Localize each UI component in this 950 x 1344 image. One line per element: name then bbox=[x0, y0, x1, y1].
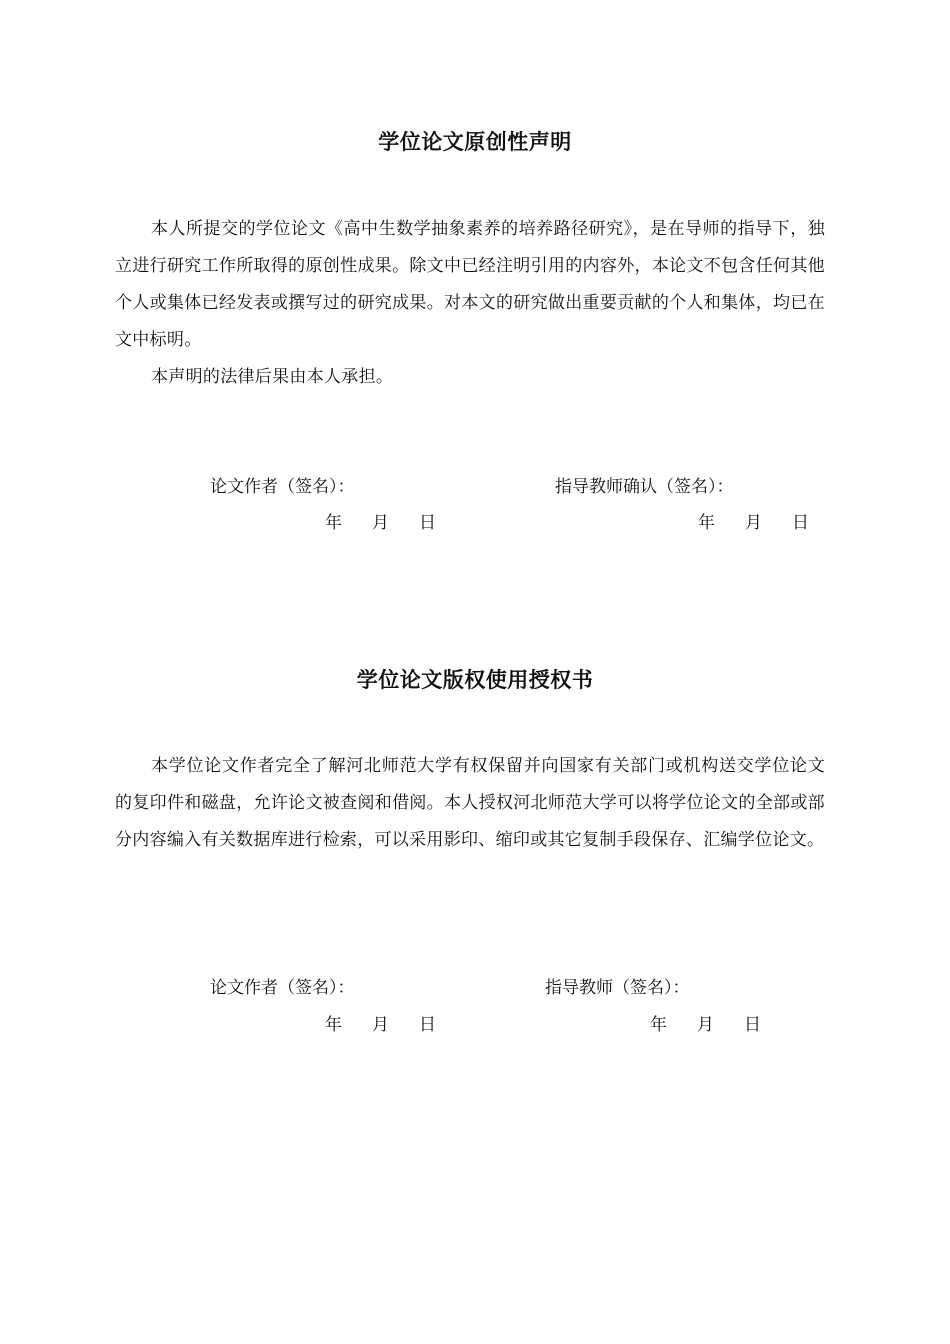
date-year: 年 bbox=[325, 1015, 342, 1035]
authorization-body bbox=[115, 748, 825, 859]
declaration-author-signature-label: 论文作者（签名）： bbox=[210, 477, 355, 497]
date-month: 月 bbox=[372, 1015, 389, 1035]
authorization-author-signature-label: 论文作者（签名）： bbox=[210, 978, 355, 998]
date-year: 年 bbox=[650, 1015, 667, 1035]
declaration-author-date bbox=[325, 508, 436, 533]
date-month: 月 bbox=[372, 513, 389, 533]
declaration-advisor-signature-label: 指导教师确认（签名）： bbox=[555, 477, 734, 497]
date-day: 日 bbox=[419, 1015, 436, 1035]
authorization-paragraph-1: 本学位论文作者完全了解河北师范大学有权保留并向国家有关部门或机构送交学位论文的复印件和磁盘，允许论文被查阅和借阅。本人授权河北师范大学可以将学位论文的全部或部分内容编入有关数据库进行检索，可以采用影印、缩印或其它复制手段保存、汇编学位论文。 bbox=[115, 756, 825, 850]
declaration-advisor-date bbox=[698, 508, 809, 533]
date-year: 年 bbox=[325, 513, 342, 533]
declaration-paragraph-2: 本声明的法律后果由本人承担。 bbox=[151, 367, 394, 387]
authorization-author-date bbox=[325, 1010, 436, 1035]
declaration-paragraph-1: 本人所提交的学位论文《高中生数学抽象素养的培养路径研究》，是在导师的指导下，独立进行研究工作所取得的原创性成果。除文中已经注明引用的内容外，本论文不包含任何其他个人或集体已经发表或撰写过的研究成果。对本文的研究做出重要贡献的个人和集体，均已在文中标明。 bbox=[115, 219, 825, 350]
authorization-advisor-date bbox=[650, 1010, 761, 1035]
declaration-body bbox=[115, 211, 825, 396]
date-day: 日 bbox=[744, 1015, 761, 1035]
date-year: 年 bbox=[698, 513, 715, 533]
date-month: 月 bbox=[745, 513, 762, 533]
date-day: 日 bbox=[792, 513, 809, 533]
date-month: 月 bbox=[697, 1015, 714, 1035]
date-day: 日 bbox=[419, 513, 436, 533]
declaration-title: 学位论文原创性声明 bbox=[378, 130, 572, 154]
authorization-advisor-signature-label: 指导教师（签名）： bbox=[545, 978, 690, 998]
authorization-title: 学位论文版权使用授权书 bbox=[356, 668, 594, 692]
